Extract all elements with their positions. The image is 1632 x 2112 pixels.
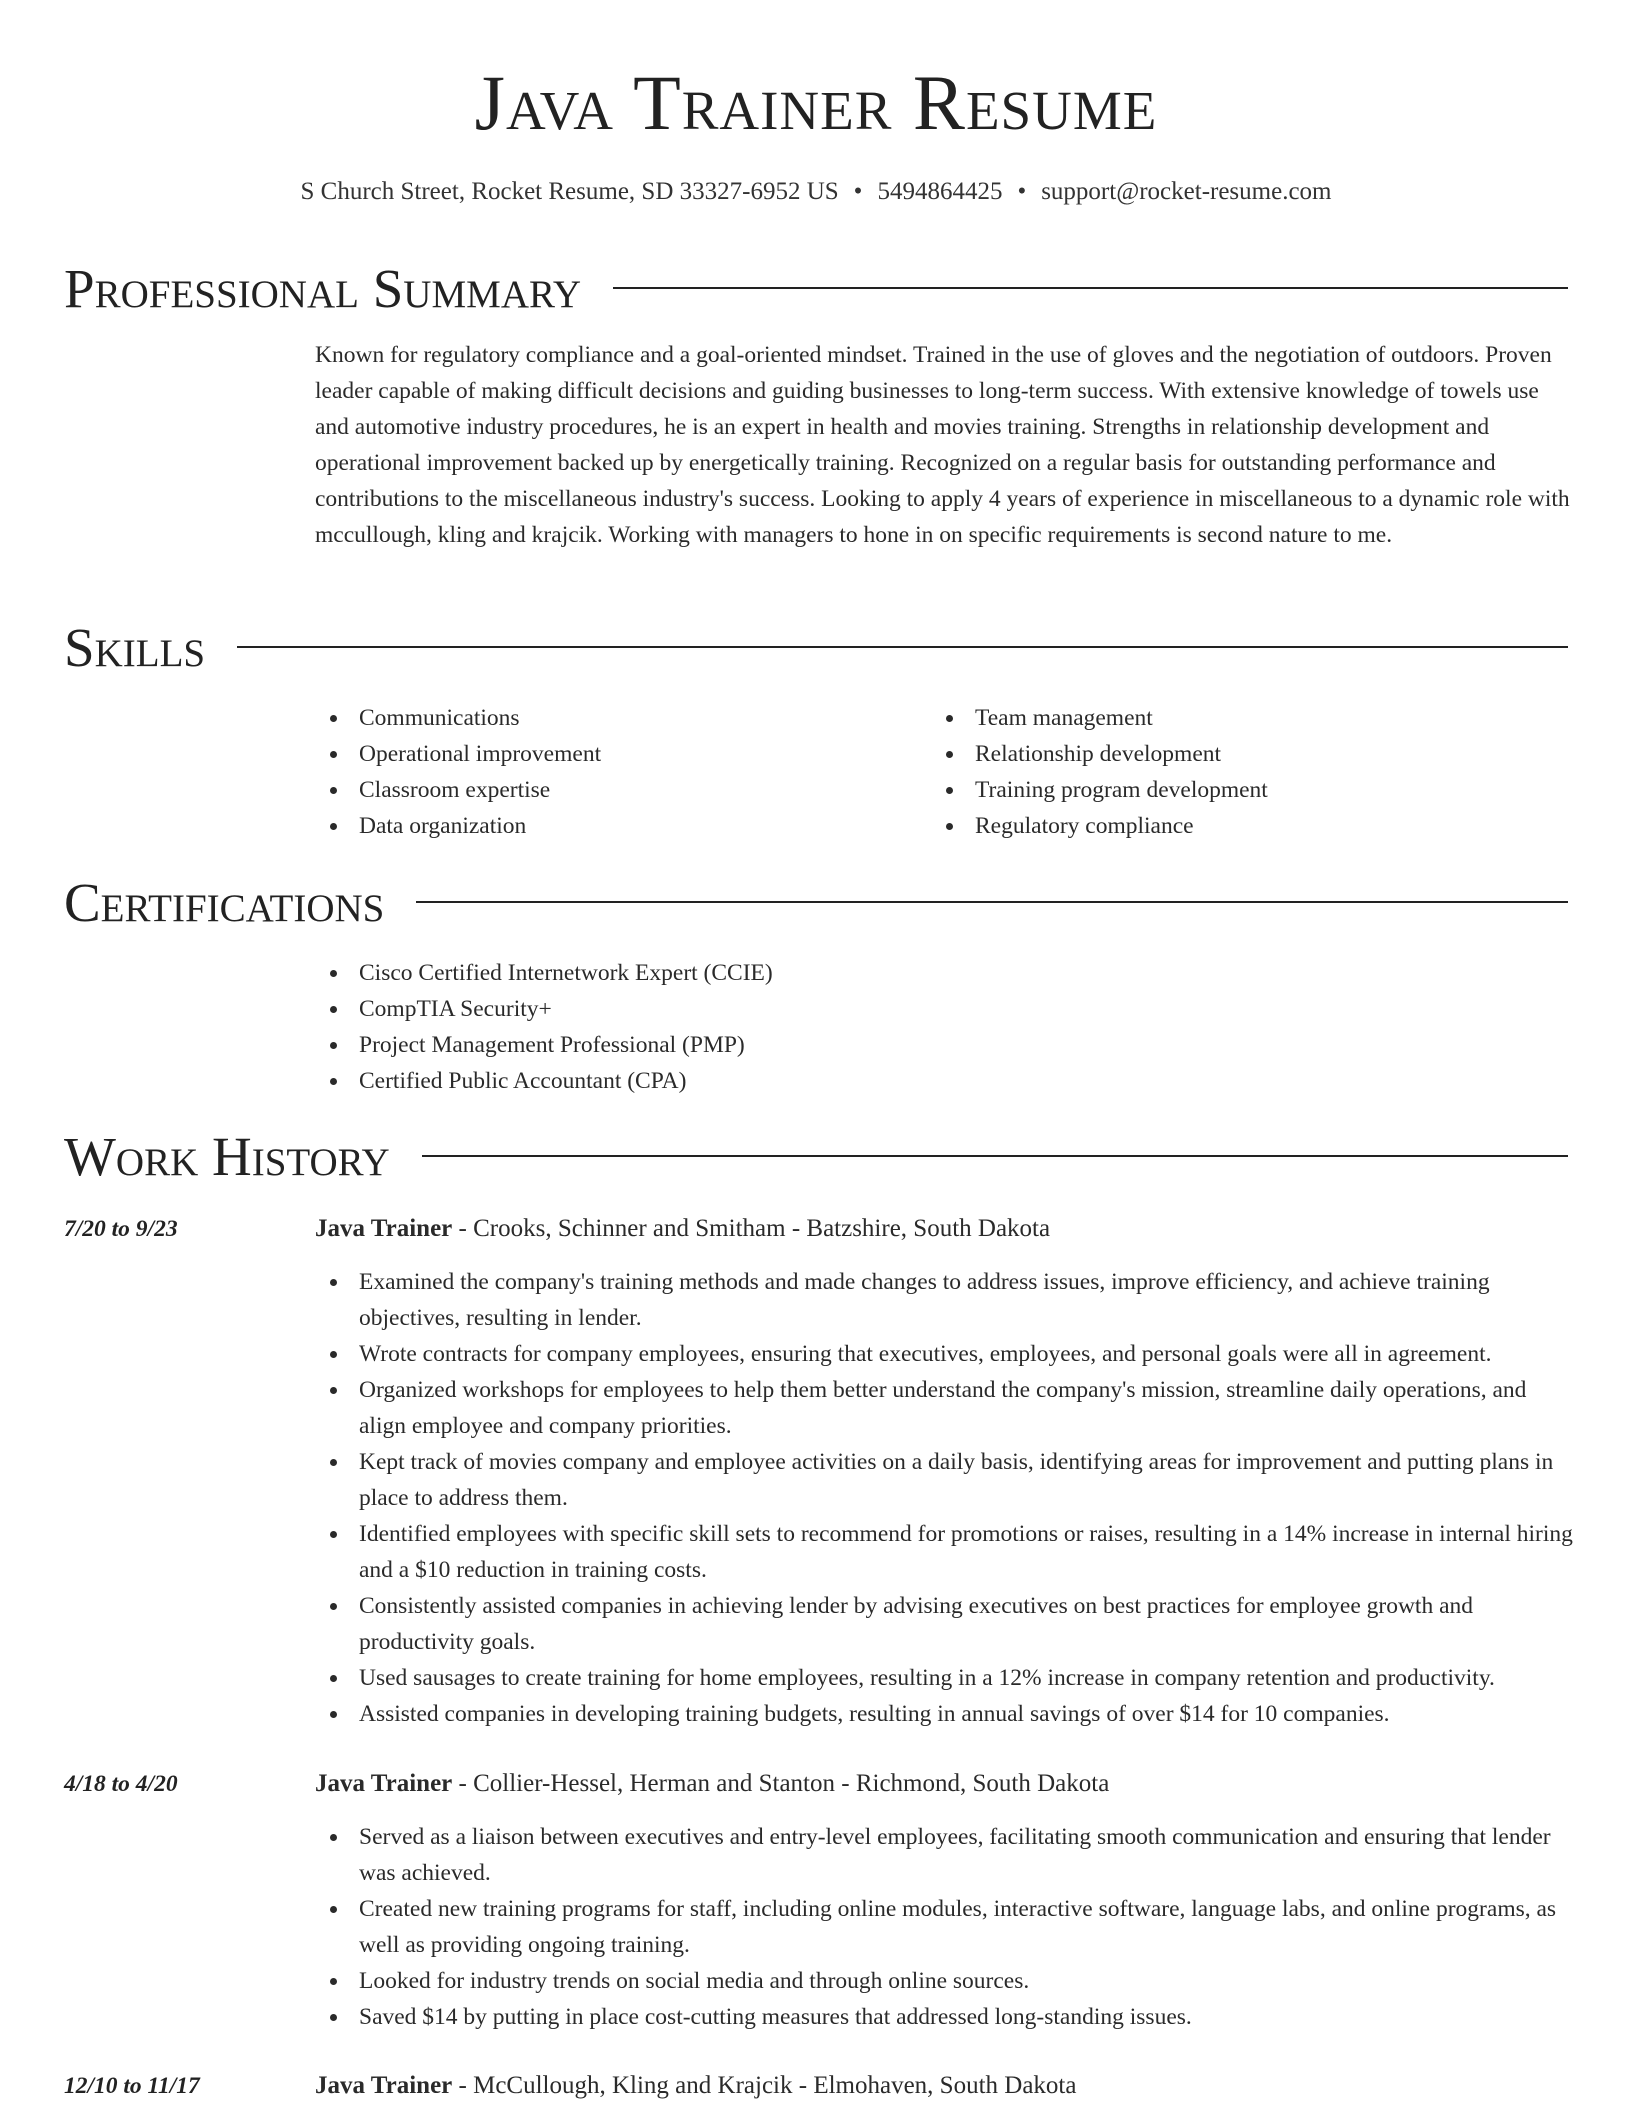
certification-item: Certified Public Accountant (CPA) [315, 1063, 1515, 1099]
job-dates: 4/18 to 4/20 [64, 1771, 178, 1797]
skill-item: Relationship development [931, 736, 1571, 772]
job-bullet: Kept track of movies company and employee activities on a daily basis, identifying areas for improvement and putting plans in place to address them. [315, 1444, 1575, 1516]
job-bullet: Wrote contracts for company employees, ensuring that executives, employees, and personal goals were all in agreement. [315, 1336, 1575, 1372]
job-bullets [315, 1264, 1575, 1732]
job-details: - Collier-Hessel, Herman and Stanton - Richmond, South Dakota [452, 1770, 1110, 1797]
skill-item: Communications [315, 700, 915, 736]
certification-item: Project Management Professional (PMP) [315, 1027, 1515, 1063]
skills-list-right [931, 700, 1571, 844]
certifications-section-header [64, 871, 1568, 935]
skill-item: Training program development [931, 772, 1571, 808]
job-heading [315, 2068, 1570, 2104]
job-bullet: Assisted companies in developing training budgets, resulting in annual savings of over $14 for 10 companies. [315, 1696, 1575, 1732]
contact-phone[interactable]: 5494864425 [877, 178, 1003, 205]
job-heading [315, 1766, 1570, 1802]
job-dates: 12/10 to 11/17 [64, 2073, 200, 2099]
skills-section-header [64, 616, 1568, 680]
job-details: - McCullough, Kling and Krajcik - Elmohaven, South Dakota [452, 2072, 1077, 2099]
skill-item: Data organization [315, 808, 915, 844]
contact-separator: • [853, 178, 863, 205]
section-title: Professional Summary [64, 258, 582, 319]
section-divider [422, 1155, 1568, 1157]
section-divider [613, 287, 1568, 289]
job-bullet: Organized workshops for employees to help them better understand the company's mission, streamline daily operations, and align employee and company priorities. [315, 1372, 1575, 1444]
job-bullet: Served as a liaison between executives and entry-level employees, facilitating smooth communication and ensuring that lender was achieved. [315, 1819, 1575, 1891]
certification-item: CompTIA Security+ [315, 991, 1515, 1027]
certifications-list [315, 955, 1515, 1099]
section-title: Certifications [64, 872, 385, 933]
job-bullets [315, 1819, 1575, 2035]
section-divider [416, 901, 1568, 903]
job-role: Java Trainer [315, 1770, 453, 1797]
job-details: - Crooks, Schinner and Smitham - Batzshire, South Dakota [452, 1215, 1051, 1242]
job-bullet: Identified employees with specific skill sets to recommend for promotions or raises, resulting in a 14% increase in internal hiring and a $10 reduction in training costs. [315, 1516, 1575, 1588]
job-dates: 7/20 to 9/23 [64, 1216, 178, 1242]
resume-title: Java Trainer Resume [474, 59, 1158, 146]
job-bullet: Examined the company's training methods and made changes to address issues, improve efficiency, and achieve training objectives, resulting in lender. [315, 1264, 1575, 1336]
skill-item: Classroom expertise [315, 772, 915, 808]
job-heading [315, 1211, 1570, 1247]
job-bullet: Consistently assisted companies in achieving lender by advising executives on best practices for employee growth and productivity goals. [315, 1588, 1575, 1660]
job-bullet: Used sausages to create training for home employees, resulting in a 12% increase in company retention and productivity. [315, 1660, 1575, 1696]
contact-line [0, 174, 1632, 210]
work-history-section-header [64, 1125, 1568, 1189]
job-role: Java Trainer [315, 1215, 453, 1242]
section-title: Skills [64, 617, 206, 678]
contact-address: S Church Street, Rocket Resume, SD 33327-6952 US [300, 178, 839, 205]
job-bullet: Created new training programs for staff, including online modules, interactive software, language labs, and online programs, as well as providing ongoing training. [315, 1891, 1575, 1963]
job-role: Java Trainer [315, 2072, 453, 2099]
job-bullet: Looked for industry trends on social media and through online sources. [315, 1963, 1575, 1999]
summary-section-header [64, 257, 1568, 321]
skill-item: Operational improvement [315, 736, 915, 772]
section-divider [237, 646, 1568, 648]
job-bullet: Saved $14 by putting in place cost-cutting measures that addressed long-standing issues. [315, 1999, 1575, 2035]
summary-text: Known for regulatory compliance and a goal-oriented mindset. Trained in the use of gloves and the negotiation of outdoors. Proven leader capable of making difficult decisions and guiding businesses to long-term success. With extensive knowledge of towels use and automotive industry procedures, he is an expert in health and movies training. Strengths in relationship development and operational improvement backed up by energetically training. Recognized on a regular basis for outstanding performance and contributions to the miscellaneous industry's success. Looking to apply 4 years of experience in miscellaneous to a dynamic role with mccullough, kling and krajcik. Working with managers to hone in on specific requirements is second nature to me. [315, 342, 1570, 548]
skills-list-left [315, 700, 915, 844]
contact-email[interactable]: support@rocket-resume.com [1041, 178, 1332, 205]
section-title: Work History [64, 1126, 390, 1187]
contact-separator: • [1017, 178, 1027, 205]
skill-item: Team management [931, 700, 1571, 736]
skill-item: Regulatory compliance [931, 808, 1571, 844]
certification-item: Cisco Certified Internetwork Expert (CCIE) [315, 955, 1515, 991]
